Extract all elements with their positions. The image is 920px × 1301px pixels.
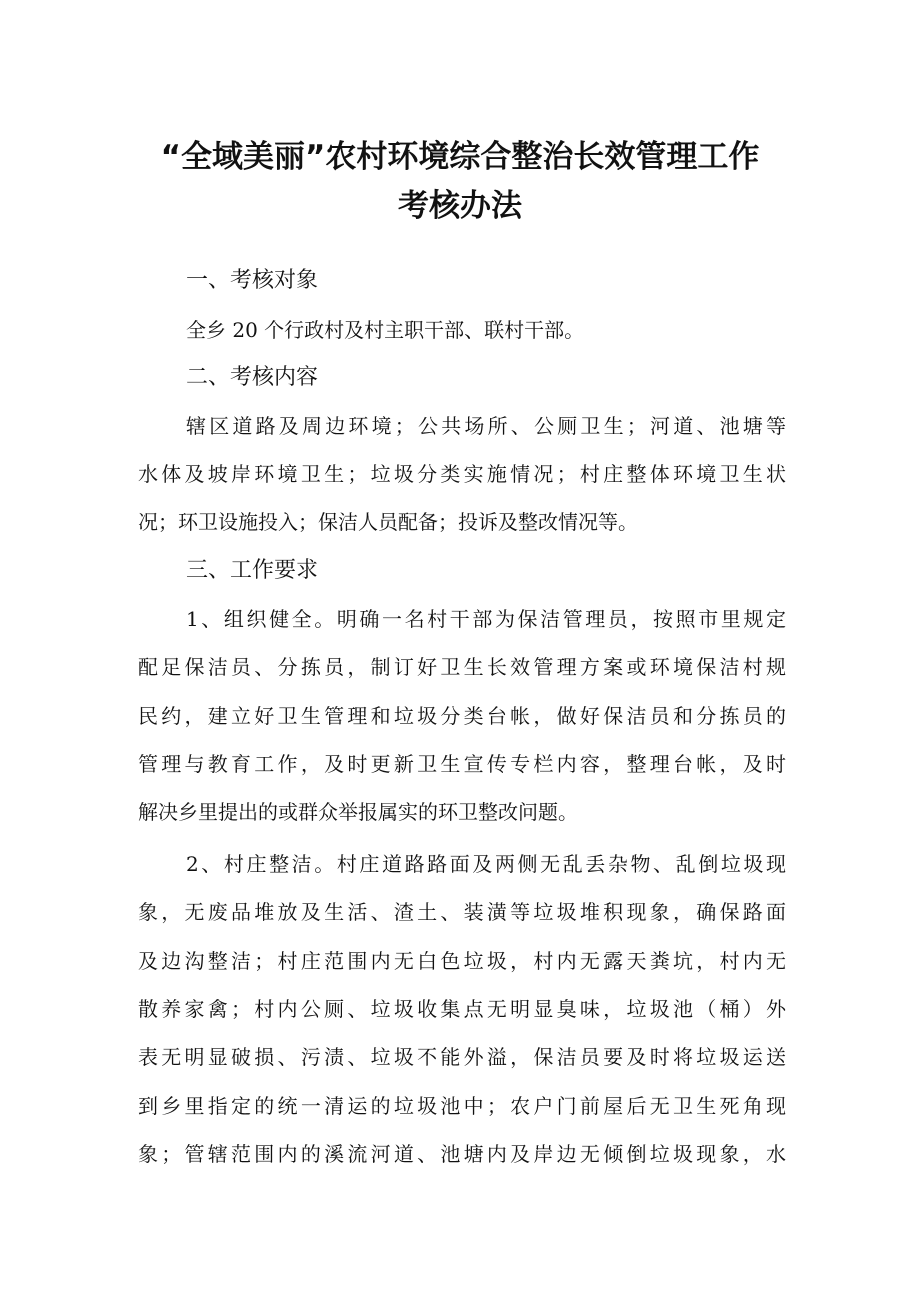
section-3-paragraph-2-line-4: 散养家禽；村内公厕、垃圾收集点无明显臭味，垃圾池（桶）外: [138, 997, 786, 1021]
section-heading-3: 三、工作要求: [186, 558, 319, 583]
section-heading-1: 一、考核对象: [186, 268, 319, 293]
document-title-line-1: “全域美丽”农村环境综合整治长效管理工作: [160, 139, 760, 175]
section-2-paragraph-1-line-3: 况；环卫设施投入；保洁人员配备；投诉及整改情况等。: [138, 510, 638, 534]
section-3-paragraph-1-line-1: 1、组织健全。明确一名村干部为保洁管理员，按照市里规定: [186, 607, 786, 631]
section-3-paragraph-1-line-5: 解决乡里提出的或群众举报属实的环卫整改问题。: [138, 800, 578, 824]
section-3-paragraph-2-line-3: 及边沟整洁；村庄范围内无白色垃圾，村内无露天粪坑，村内无: [138, 949, 786, 973]
section-3-paragraph-2-line-7: 象；管辖范围内的溪流河道、池塘内及岸边无倾倒垃圾现象，水: [138, 1142, 786, 1166]
section-2-paragraph-1-line-2: 水体及坡岸环境卫生；垃圾分类实施情况；村庄整体环境卫生状: [138, 462, 786, 486]
section-3-paragraph-2-line-1: 2、村庄整洁。村庄道路路面及两侧无乱丢杂物、乱倒垃圾现: [186, 852, 786, 876]
section-1-paragraph-1-line-1: 全乡 20 个行政村及村主职干部、联村干部。: [186, 318, 585, 342]
section-2-paragraph-1-line-1: 辖区道路及周边环境；公共场所、公厕卫生；河道、池塘等: [186, 414, 786, 438]
section-3-paragraph-1-line-3: 民约，建立好卫生管理和垃圾分类台帐，做好保洁员和分拣员的: [138, 704, 786, 728]
section-3-paragraph-1-line-4: 管理与教育工作，及时更新卫生宣传专栏内容，整理台帐，及时: [138, 752, 786, 776]
document-title-line-2: 考核办法: [398, 188, 522, 224]
section-3-paragraph-2-line-6: 到乡里指定的统一清运的垃圾池中；农户门前屋后无卫生死角现: [138, 1094, 786, 1118]
section-3-paragraph-2-line-5: 表无明显破损、污渍、垃圾不能外溢，保洁员要及时将垃圾运送: [138, 1045, 786, 1069]
section-3-paragraph-1-line-2: 配足保洁员、分拣员，制订好卫生长效管理方案或环境保洁村规: [138, 655, 786, 679]
section-3-paragraph-2-line-2: 象，无废品堆放及生活、渣土、装潢等垃圾堆积现象，确保路面: [138, 900, 786, 924]
section-heading-2: 二、考核内容: [186, 365, 319, 390]
